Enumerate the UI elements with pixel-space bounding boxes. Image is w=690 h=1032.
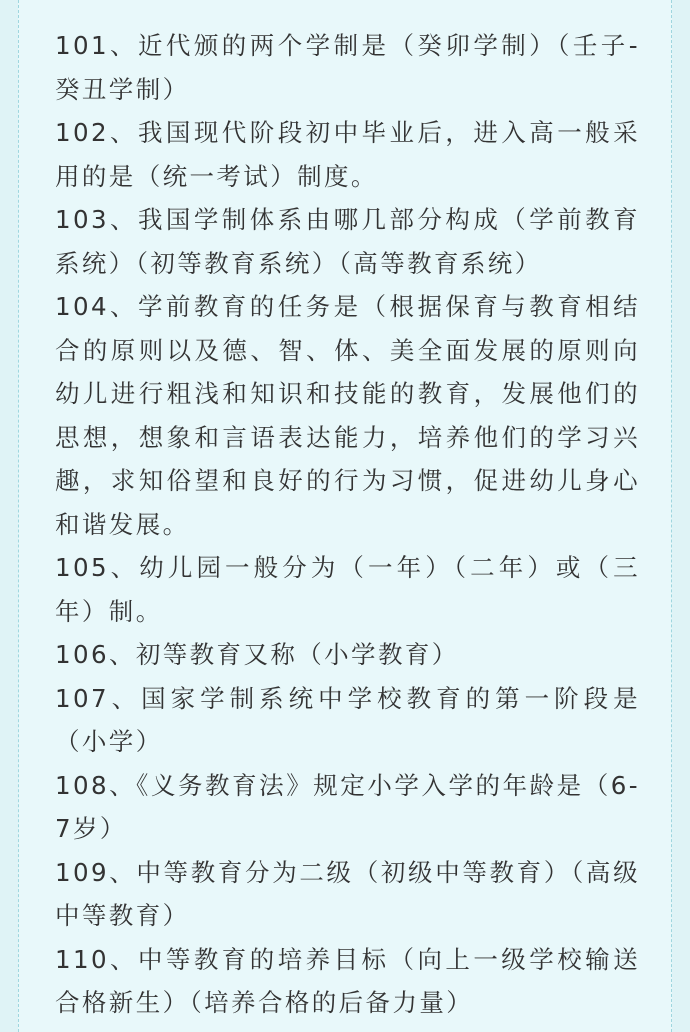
- qa-list: [55, 24, 640, 1025]
- qa-item-109: 109、中等教育分为二级（初级中等教育）（高级中等教育）: [55, 857, 640, 930]
- qa-item-106: 106、初等教育又称（小学教育）: [55, 640, 459, 669]
- qa-item-107: 107、国家学制系统中学校教育的第一阶段是（小学）: [55, 683, 640, 756]
- qa-item-104: 104、学前教育的任务是（根据保育与教育相结合的原则以及德、智、体、美全面发展的原则向幼儿进行粗浅和知识和技能的教育，发展他们的思想，想象和言语表达能力，培养他们的学习兴趣，求知俗望和良好的行为习惯，促进幼儿身心和谐发展。: [55, 292, 640, 539]
- qa-item-101: 101、近代颁的两个学制是（癸卯学制）（壬子-癸丑学制）: [55, 31, 640, 104]
- qa-item-108: 108、《义务教育法》规定小学入学的年龄是（6-7岁）: [55, 770, 640, 843]
- qa-item-105: 105、幼儿园一般分为（一年）（二年）或（三年）制。: [55, 553, 640, 626]
- qa-item-103: 103、我国学制体系由哪几部分构成（学前教育系统）（初等教育系统）（高等教育系统）: [55, 205, 640, 278]
- content-card: [18, 0, 672, 1032]
- qa-item-110: 110、中等教育的培养目标（向上一级学校输送合格新生）（培养合格的后备力量）: [55, 944, 640, 1017]
- qa-item-102: 102、我国现代阶段初中毕业后，进入高一般采用的是（统一考试）制度。: [55, 118, 640, 191]
